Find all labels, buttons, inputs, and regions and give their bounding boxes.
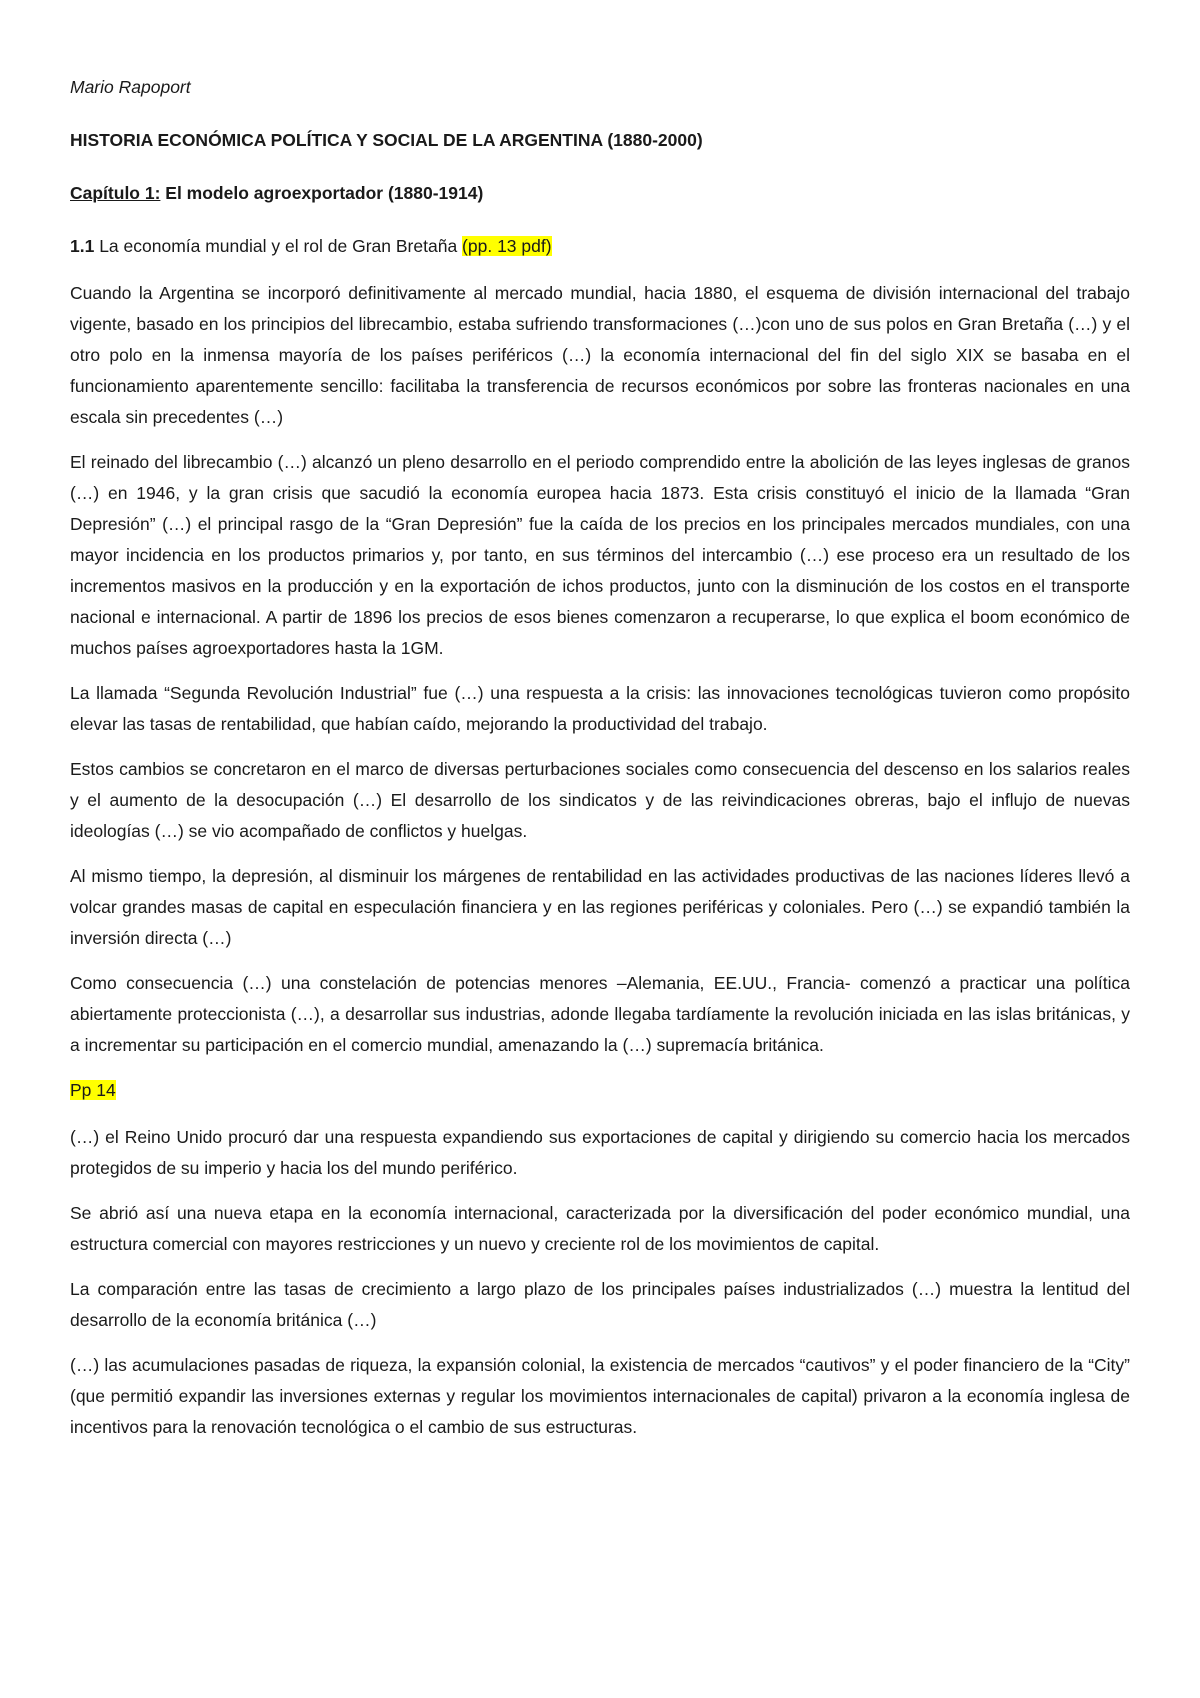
body-paragraph: (…) las acumulaciones pasadas de riqueza, la expansión colonial, la existencia de mercados “cautivos” y el poder financiero de la “City” (que permitió expandir las inversiones externas y regular los movimientos internacionales de capital) privaron a la economía inglesa de incentivos para la renovación tecnológica o el cambio de sus estructuras. (70, 1355, 1130, 1437)
section-number: 1.1 (70, 236, 95, 256)
body-paragraph: Al mismo tiempo, la depresión, al disminuir los márgenes de rentabilidad en las actividades productivas de las naciones líderes llevó a volcar grandes masas de capital en especulación financiera y en las regiones periféricas y coloniales. Pero (…) se expandió también la inversión directa (…) (70, 866, 1130, 948)
body-paragraph: Estos cambios se concretaron en el marco de diversas perturbaciones sociales como consecuencia del descenso en los salarios reales y el aumento de la desocupación (…) El desarrollo de los sindicatos y de las reivindicaciones obreras, bajo el influjo de nuevas ideologías (…) se vio acompañado de conflictos y huelgas. (70, 759, 1130, 841)
author-name: Mario Rapoport (70, 77, 191, 97)
section-title: La economía mundial y el rol de Gran Bretaña (94, 236, 463, 256)
book-title: HISTORIA ECONÓMICA POLÍTICA Y SOCIAL DE LA ARGENTINA (1880-2000) (70, 130, 703, 150)
chapter-title: El modelo agroexportador (1880-1914) (160, 183, 484, 203)
body-paragraph: Se abrió así una nueva etapa en la economía internacional, caracterizada por la diversificación del poder económico mundial, una estructura comercial con mayores restricciones y un nuevo y creciente rol de los movimientos de capital. (70, 1203, 1130, 1254)
body-paragraph: Cuando la Argentina se incorporó definitivamente al mercado mundial, hacia 1880, el esquema de división internacional del trabajo vigente, basado en los principios del librecambio, estaba sufriendo transformaciones (…)con uno de sus polos en Gran Bretaña (…) y el otro polo en la inmensa mayoría de los países periféricos (…) la economía internacional del fin del siglo XIX se basaba en el funcionamiento aparentemente sencillo: facilitaba la transferencia de recursos económicos por sobre las fronteras nacionales en una escala sin precedentes (…) (70, 283, 1130, 427)
body-paragraph: (…) el Reino Unido procuró dar una respuesta expandiendo sus exportaciones de capital y dirigiendo su comercio hacia los mercados protegidos de su imperio y hacia los del mundo periférico. (70, 1127, 1130, 1178)
page-marker-highlight: Pp 14 (70, 1080, 116, 1100)
chapter-heading (70, 178, 1130, 209)
body-paragraph: Como consecuencia (…) una constelación de potencias menores –Alemania, EE.UU., Francia- comenzó a practicar una política abiertamente proteccionista (…), a desarrollar sus industrias, adonde llegaba tardíamente la revolución iniciada en las islas británicas, y a incrementar su participación en el comercio mundial, amenazando la (…) supremacía británica. (70, 973, 1130, 1055)
chapter-label: Capítulo 1: (70, 183, 161, 203)
page-reference-highlight: (pp. 13 pdf) (462, 236, 552, 256)
body-paragraph: La comparación entre las tasas de crecimiento a largo plazo de los principales países industrializados (…) muestra la lentitud del desarrollo de la economía británica (…) (70, 1279, 1130, 1330)
body-paragraph: El reinado del librecambio (…) alcanzó un pleno desarrollo en el periodo comprendido entre la abolición de las leyes inglesas de granos (…) en 1946, y la gran crisis que sacudió la economía europea hacia 1873. Esta crisis constituyó el inicio de la llamada “Gran Depresión” (…) el principal rasgo de la “Gran Depresión” fue la caída de los precios en los principales mercados mundiales, con una mayor incidencia en los productos primarios y, por tanto, en sus términos del intercambio (…) ese proceso era un resultado de los incrementos masivos en la producción y en la exportación de ichos productos, junto con la disminución de los costos en el transporte nacional e internacional. A partir de 1896 los precios de esos bienes comenzaron a recuperarse, lo que explica el boom económico de muchos países agroexportadores hasta la 1GM. (70, 452, 1130, 658)
section-heading (70, 231, 1130, 262)
body-paragraph: La llamada “Segunda Revolución Industrial” fue (…) una respuesta a la crisis: las innovaciones tecnológicas tuvieron como propósito elevar las tasas de rentabilidad, que habían caído, mejorando la productividad del trabajo. (70, 683, 1130, 734)
page-marker (70, 1075, 1130, 1106)
